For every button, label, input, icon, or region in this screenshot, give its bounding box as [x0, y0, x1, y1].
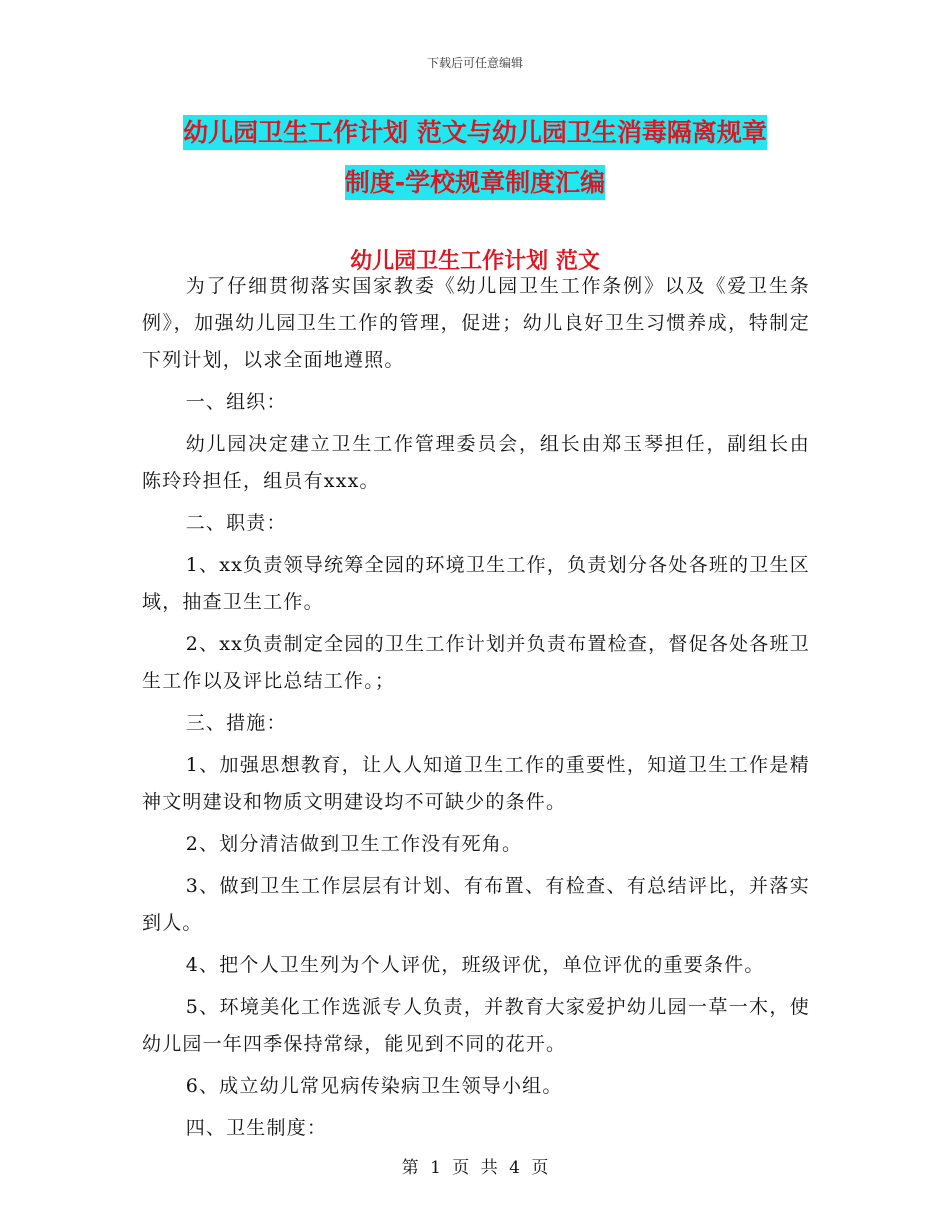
paragraph-duty-2: 2、xx负责制定全园的卫生工作计划并负责布置检查，督促各处各班卫生工作以及评比总结工作。； [142, 633, 810, 692]
paragraph-measure-6: 6、成立幼儿常见病传染病卫生领导小组。 [185, 1075, 563, 1097]
document-title-line-1: 幼儿园卫生工作计划 范文与幼儿园卫生消毒隔离规章 [183, 115, 767, 150]
paragraph-measure-4: 4、把个人卫生列为个人评优，班级评优，单位评优的重要条件。 [185, 954, 765, 976]
body-text [142, 268, 810, 1152]
paragraph-measure-3: 3、做到卫生工作层层有计划、有布置、有检查、有总结评比，并落实到人。 [142, 875, 810, 934]
document-title [0, 108, 950, 208]
paragraph-organization: 幼儿园决定建立卫生工作管理委员会，组长由郑玉琴担任，副组长由陈玲玲担任，组员有xxx。 [142, 433, 810, 492]
paragraph-duty-1: 1、xx负责领导统筹全园的环境卫生工作，负责划分各处各班的卫生区域，抽查卫生工作。 [142, 554, 810, 613]
paragraph-measure-1: 1、加强思想教育，让人人知道卫生工作的重要性，知道卫生工作是精神文明建设和物质文明建设均不可缺少的条件。 [142, 754, 810, 813]
paragraph-measure-2: 2、划分清洁做到卫生工作没有死角。 [185, 833, 523, 855]
document-title-line-2: 制度-学校规章制度汇编 [345, 165, 605, 200]
heading-organization: 一、组织： [185, 391, 287, 413]
paragraph-intro: 为了仔细贯彻落实国家教委《幼儿园卫生工作条例》以及《爱卫生条例》，加强幼儿园卫生工作的管理，促进；幼儿良好卫生习惯养成，特制定下列计划，以求全面地遵照。 [142, 275, 810, 371]
page-footer: 第 1 页 共 4 页 [401, 1158, 549, 1178]
heading-duties: 二、职责： [185, 512, 287, 534]
heading-hygiene-rules: 四、卫生制度： [185, 1117, 328, 1139]
paragraph-measure-5: 5、环境美化工作选派专人负责，并教育大家爱护幼儿园一草一木，使幼儿园一年四季保持常绿，能见到不同的花开。 [142, 996, 810, 1055]
heading-measures: 三、措施： [185, 712, 287, 734]
section-title: 幼儿园卫生工作计划 范文 [350, 249, 600, 274]
header-note: 下载后可任意编辑 [426, 56, 523, 70]
